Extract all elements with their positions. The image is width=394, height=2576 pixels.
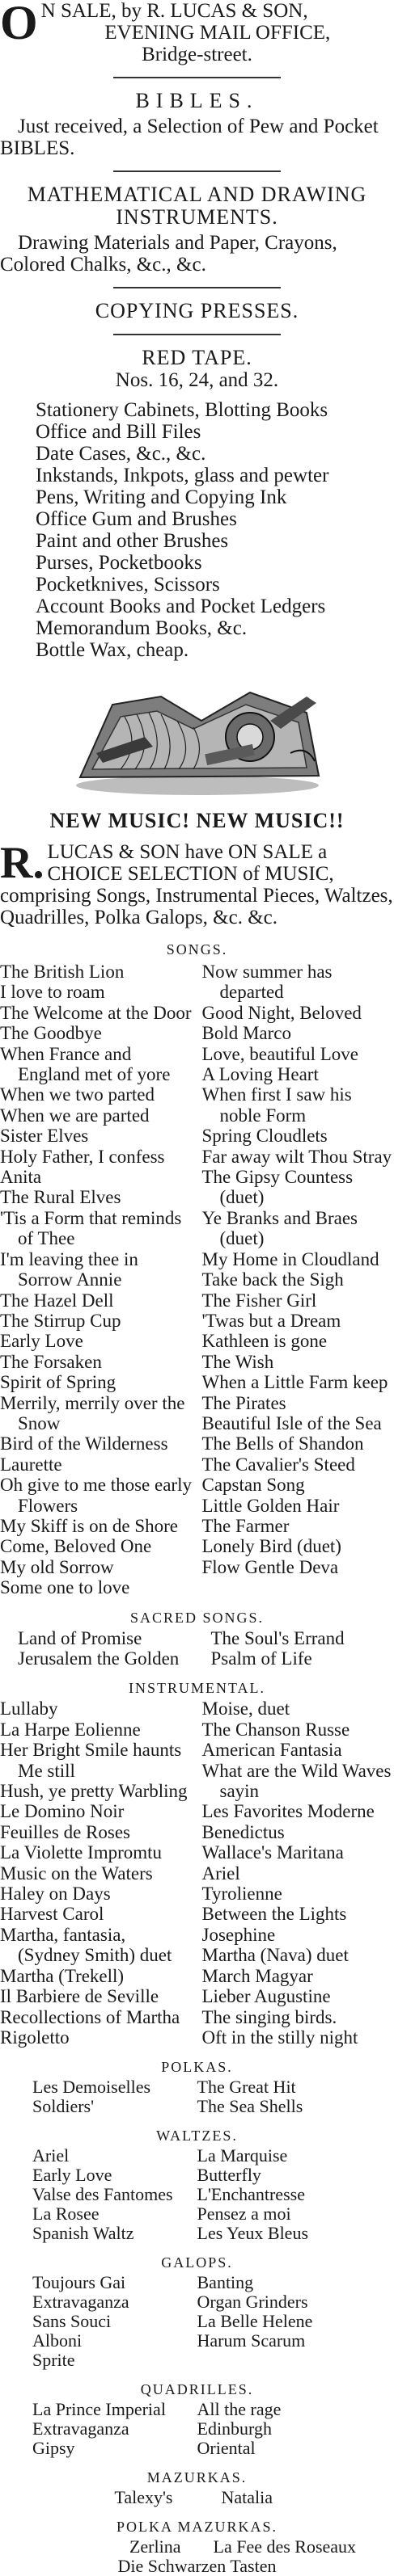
list-item: Tyrolienne (202, 1884, 394, 1904)
list-item: Benedictus (202, 1822, 394, 1842)
list-item: Love, beautiful Love (202, 1044, 394, 1064)
list-item: The Bells of Shandon (202, 1433, 394, 1454)
list-item: Wallace's Maritana (202, 1842, 394, 1863)
list-item: Little Golden Hair (202, 1496, 394, 1516)
songs-right-column (197, 962, 394, 1598)
list-item: Come, Beloved One (0, 1536, 193, 1556)
list-item: Les Yeux Bleus (197, 2224, 362, 2243)
list-item: The Chanson Russe (202, 1719, 394, 1740)
list-item: Josephine (202, 1925, 394, 1945)
list-item: Her Bright Smile haunts Me still (0, 1740, 193, 1781)
list-item: Gipsy (32, 2439, 197, 2458)
songs-columns (0, 962, 394, 1598)
list-item: My Skiff is on de Shore (0, 1516, 193, 1536)
list-item: All the rage (197, 2400, 362, 2419)
list-item: Inkstands, Inkpots, glass and pewter (36, 465, 394, 486)
list-item: Rigoletto (0, 2027, 193, 2048)
list-item: Martha (Nava) duet (202, 1945, 394, 1965)
music-banner: NEW MUSIC! NEW MUSIC!! (0, 810, 394, 831)
list-item: The Rural Elves (0, 1187, 193, 1207)
list-item: Harum Scarum (197, 2331, 362, 2351)
list-item: March Magyar (202, 1966, 394, 1986)
list-item: Pens, Writing and Copying Ink (36, 486, 394, 508)
list-item: Purses, Pocketbooks (36, 552, 394, 574)
list-item: Toujours Gai (32, 2273, 197, 2292)
list-item: The Farmer (202, 1516, 394, 1536)
list-item: The Cavalier's Steed (202, 1454, 394, 1475)
list-item: Zerlina (32, 2537, 181, 2557)
list-item: Hush, ye pretty Warbling (0, 1781, 193, 1801)
polkas-heading: POLKAS. (0, 2059, 394, 2076)
list-item: Valse des Fantomes (32, 2185, 197, 2204)
list-item: Music on the Waters (0, 1863, 193, 1884)
list-item: American Fantasia (202, 1740, 394, 1760)
list-item: The Sea Shells (197, 2097, 362, 2116)
list-item: When we two parted (0, 1084, 193, 1105)
list-item: Flow Gentle Deva (202, 1557, 394, 1577)
mazurkas-heading: MAZURKAS. (0, 2469, 394, 2486)
list-item: Stationery Cabinets, Blotting Books (36, 399, 394, 421)
list-item: 'Tis a Form that reminds of Thee (0, 1208, 193, 1249)
list-item: Sprite (32, 2351, 197, 2370)
sacred-heading: SACRED SONGS. (0, 1610, 394, 1627)
red-tape-numbers: Nos. 16, 24, and 32. (0, 369, 394, 391)
polkas-columns (0, 2077, 394, 2116)
list-item: Far away wilt Thou Stray (202, 1147, 394, 1167)
list-item: I'm leaving thee in Sorrow Annie (0, 1249, 193, 1290)
list-item: When France and England met of yore (0, 1044, 193, 1085)
list-item: La Prince Imperial (32, 2400, 197, 2419)
list-item: La Marquise (197, 2146, 362, 2166)
list-item: Beautiful Isle of the Sea (202, 1413, 394, 1433)
list-item: When first I saw his noble Form (202, 1084, 394, 1126)
mathematical-text: Drawing Materials and Paper, Crayons, Colored Chalks, &c., &c. (0, 232, 394, 276)
list-item: Extravaganza (32, 2419, 197, 2439)
list-item: La Fee des Roseaux (214, 2537, 362, 2557)
quadrilles-heading: QUADRILLES. (0, 2381, 394, 2398)
list-item: Date Cases, &c., &c. (36, 443, 394, 465)
opening-line-3: Bridge-street. (0, 44, 394, 65)
list-item: Il Barbiere de Seville (0, 1986, 193, 2006)
list-item: La Rosee (32, 2204, 197, 2224)
list-item: The Pirates (202, 1393, 394, 1413)
quadrilles-columns (0, 2400, 394, 2458)
list-item: The British Lion (0, 962, 193, 982)
bibles-heading: BIBLES. (0, 90, 394, 112)
list-item: Bird of the Wilderness (0, 1433, 193, 1454)
sacred-columns (0, 1628, 394, 1669)
list-item: Memorandum Books, &c. (36, 617, 394, 639)
list-item: Banting (197, 2273, 362, 2292)
list-item: Laurette (0, 1454, 193, 1475)
mazurkas-columns (0, 2488, 394, 2507)
list-item: Harvest Carol (0, 1904, 193, 1924)
list-item: Sans Souci (32, 2312, 197, 2331)
list-item: The Wish (202, 1352, 394, 1372)
music-intro-text: LUCAS & SON have ON SALE a CHOICE SELECTION of MUSIC, comprising Songs, Instrumental Pieces, Waltzes, Quadrilles, Polka Galops, &c. &c. (0, 841, 393, 928)
waltzes-heading: WALTZES. (0, 2128, 394, 2145)
list-item: Bottle Wax, cheap. (36, 639, 394, 661)
list-item: When we are parted (0, 1105, 193, 1126)
list-item: Office and Bill Files (36, 421, 394, 443)
list-item: Account Books and Pocket Ledgers (36, 596, 394, 617)
list-item: The Forsaken (0, 1352, 193, 1372)
instrumental-heading: INSTRUMENTAL. (0, 1680, 394, 1697)
instrumental-right-column (197, 1698, 394, 2048)
opening-line-1: N SALE, by R. LUCAS & SON, (41, 0, 308, 22)
copying-heading: COPYING PRESSES. (0, 300, 394, 322)
list-item: Pocketknives, Scissors (36, 574, 394, 596)
list-item: Le Domino Noir (0, 1801, 193, 1821)
list-item: My Home in Cloudland (202, 1249, 394, 1269)
list-item: The singing birds. (202, 2007, 394, 2027)
opening-block (0, 0, 394, 65)
mathematical-heading-2: INSTRUMENTS. (0, 206, 394, 229)
waltzes-columns (0, 2146, 394, 2243)
list-item: What are the Wild Waves sayin (202, 1761, 394, 1802)
list-item: Ariel (202, 1863, 394, 1884)
list-item: Oriental (197, 2439, 362, 2458)
opening-line-2: EVENING MAIL OFFICE, (0, 22, 394, 44)
list-item: Anita (0, 1167, 193, 1187)
list-item: Haley on Days (0, 1884, 193, 1904)
list-item: Psalm of Life (211, 1648, 394, 1669)
list-item: The Goodbye (0, 1023, 193, 1043)
list-item: The Great Hit (197, 2077, 362, 2097)
list-item: L'Enchantresse (197, 2185, 362, 2204)
polka-mazurkas-last: Die Schwarzen Tasten (0, 2557, 394, 2576)
list-item: Bold Marco (202, 1023, 394, 1043)
list-item: La Violette Impromtu (0, 1842, 193, 1863)
polka-mazurkas-columns (0, 2537, 394, 2557)
list-item: Holy Father, I confess (0, 1147, 193, 1167)
list-item: Les Demoiselles (32, 2077, 197, 2097)
galops-columns (0, 2273, 394, 2370)
list-item: The Fisher Girl (202, 1290, 394, 1311)
list-item: Merrily, merrily over the Snow (0, 1393, 193, 1434)
list-item: Spanish Waltz (32, 2224, 197, 2243)
mathematical-block (0, 183, 394, 276)
list-item: Jerusalem the Golden (18, 1648, 201, 1669)
bibles-text: Just received, a Selection of Pew and Pocket BIBLES. (0, 116, 394, 159)
list-item: Land of Promise (18, 1628, 201, 1648)
list-item: The Welcome at the Door (0, 1003, 193, 1023)
list-item: Paint and other Brushes (36, 530, 394, 552)
list-item: Oft in the stilly night (202, 2027, 394, 2048)
list-item: Organ Grinders (197, 2292, 362, 2312)
list-item: Some one to love (0, 1577, 193, 1597)
list-item: Office Gum and Brushes (36, 508, 394, 530)
list-item: La Belle Helene (197, 2312, 362, 2331)
list-item: Early Love (32, 2166, 197, 2185)
list-item: Martha, fantasia, (Sydney Smith) duet (0, 1925, 193, 1966)
list-item: The Hazel Dell (0, 1290, 193, 1311)
bibles-block (0, 90, 394, 159)
list-item: Kathleen is gone (202, 1331, 394, 1351)
list-item: Ye Branks and Braes (duet) (202, 1208, 394, 1249)
instrumental-columns (0, 1698, 394, 2048)
polka-mazurkas-heading: POLKA MAZURKAS. (0, 2519, 394, 2536)
list-item: Moise, duet (202, 1698, 394, 1719)
list-item: Between the Lights (202, 1904, 394, 1924)
galops-heading: GALOPS. (0, 2254, 394, 2271)
list-item: Recollections of Martha (0, 2007, 193, 2027)
dropcap-r: R. (0, 843, 44, 883)
list-item: Les Favorites Moderne (202, 1801, 394, 1821)
list-item: Alboni (32, 2331, 197, 2351)
divider (113, 334, 281, 335)
stationery-list (0, 399, 394, 661)
list-item: Soldiers' (32, 2097, 197, 2116)
list-item: Lonely Bird (duet) (202, 1536, 394, 1556)
instrumental-left-column (0, 1698, 197, 2048)
divider (113, 170, 281, 172)
list-item: A Loving Heart (202, 1064, 394, 1084)
list-item: Ariel (32, 2146, 197, 2166)
list-item: Now summer has departed (202, 962, 394, 1003)
list-item: Natalia (222, 2488, 362, 2507)
list-item: 'Twas but a Dream (202, 1311, 394, 1331)
songs-left-column (0, 962, 197, 1598)
list-item: When a Little Farm keep (202, 1372, 394, 1392)
music-instruments-icon (0, 672, 394, 802)
list-item: Martha (Trekell) (0, 1966, 193, 1986)
list-item: Butterfly (197, 2166, 362, 2185)
list-item: The Soul's Errand (211, 1628, 394, 1648)
list-item: Good Night, Beloved (202, 1003, 394, 1023)
divider (113, 77, 281, 78)
list-item: Spirit of Spring (0, 1372, 193, 1392)
red-tape-heading: RED TAPE. (0, 347, 394, 369)
list-item: La Harpe Eolienne (0, 1719, 193, 1740)
list-item: Spring Cloudlets (202, 1126, 394, 1146)
list-item: Lieber Augustine (202, 1986, 394, 2006)
list-item: Feuilles de Roses (0, 1822, 193, 1842)
list-item: Sister Elves (0, 1126, 193, 1146)
list-item: Talexy's (32, 2488, 173, 2507)
list-item: Lullaby (0, 1698, 193, 1719)
divider (113, 287, 281, 288)
songs-heading: SONGS. (0, 941, 394, 958)
list-item: Oh give to me those early Flowers (0, 1475, 193, 1516)
music-intro (0, 841, 394, 928)
list-item: Extravaganza (32, 2292, 197, 2312)
dropcap-o: O (0, 2, 38, 44)
list-item: The Gipsy Countess (duet) (202, 1167, 394, 1208)
list-item: Edinburgh (197, 2419, 362, 2439)
list-item: Pensez a moi (197, 2204, 362, 2224)
list-item: The Stirrup Cup (0, 1311, 193, 1331)
list-item: Early Love (0, 1331, 193, 1351)
list-item: Take back the Sigh (202, 1269, 394, 1290)
list-item: Capstan Song (202, 1475, 394, 1495)
mathematical-heading-1: MATHEMATICAL AND DRAWING (0, 183, 394, 206)
list-item: My old Sorrow (0, 1557, 193, 1577)
list-item: I love to roam (0, 982, 193, 1002)
